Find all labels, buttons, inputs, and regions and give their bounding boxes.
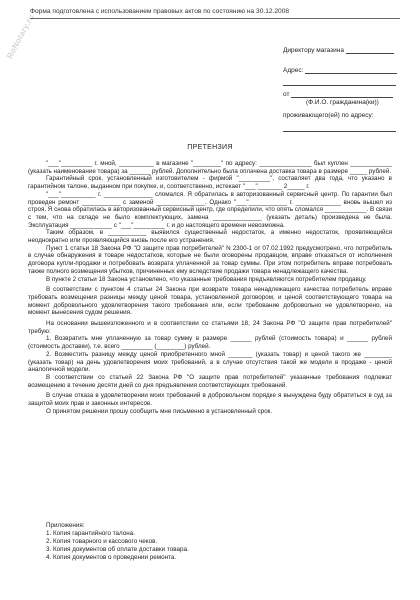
residence-line: проживающего(ей) по адресу: [283,112,374,119]
paragraph: Гарантийный срок, установленный изготовителем - фирмой "_________", составляет два года, что указано в гарантийном талоне, выданном при покупке, и, соответственно, истекает "___"_______ 2_____ г. [28,175,392,191]
paragraph: На основании вышеизложенного и в соответствии со статьями 18, 24 Закона РФ "О защите прав потребителей" требую: [28,320,392,335]
paragraph: О принятом решении прошу сообщить мне письменно в установленный срок. [46,407,273,415]
address-line-2 [283,78,396,86]
attachments-heading: Приложения: [46,522,85,529]
attachment-item: 1. Копия гарантийного талона. [46,530,135,537]
paragraph: В соответствии со статьей 22 Закона РФ "О защите прав потребителей" указанные требования подлежат возмещению в течение десяти дней со дня предъявления соответствующих требований. [28,373,392,389]
claim-body [28,160,392,416]
document-title: ПРЕТЕНЗИЯ [187,144,233,151]
watermark: RoNotary.ru [5,12,36,61]
header-divider [30,18,400,19]
attachment-item: 3. Копия документов об оплате доставки товара. [46,546,189,553]
demand-item: 2. Возместить разницу между ценой приобретенного мной _______ (указать товар) и ценой такого же ________ (указать товар) на день удовлетворения моих требований, а в случае отсутствия такой же модели в продаже - ценой аналогичной модели. [28,350,392,374]
paragraph: В случае отказа в удовлетворении моих требований в добровольном порядке я вынуждена буду обратиться в суд за защитой моих прав и законных интересов. [28,392,392,408]
paragraph: Пункт 1 статьи 18 Закона РФ "О защите прав потребителей" N 2300-1 от 07.02.1992 предусмотрено, что потребитель в случае обнаружения в товаре недостатков, которые не были оговорены продавцом, вправе отказаться от исполнения договора купли-продажи и потребовать возврата уплаченной за товар суммы. При этом потребитель вправе потребовать также полного возмещения убытков, причиненных ему вследствие продажи товара ненадлежащего качества. [28,244,392,275]
from-line: от [283,90,393,98]
paragraph: В пункте 2 статьи 18 Закона установлено, что указанные требования предъявляются потребителем продавцу. [46,275,367,283]
attachment-item: 4. Копия документов о проведении ремонта. [46,554,177,561]
form-note: Форма подготовлена с использованием правовых актов по состоянию на 30.12.2008 [30,8,290,15]
paragraph: "___"_________ г. мной, __________ в магазине "________" по адресу: _______________ был куплен ____________ (указать наименование товара) за ______ рублей. Дополнительно была оплачена доставка товара в размере _____ рублей. [28,160,392,175]
attachments [46,522,189,562]
addressee-to: Директору магазина [283,46,394,54]
residence-line-2 [283,124,396,132]
paragraph: В соответствии с пунктом 4 статьи 24 Закона при возврате товара ненадлежащего качества потребитель вправе требовать возмещения разницы между ценой товара, установленной договором, и ценой соответствующего товара на момент добровольного удовлетворения такого требования или, если требование добровольно не удовлетворено, на момент вынесения судом решения. [28,286,392,317]
demand-item: 1. Возвратить мне уплаченную за товар сумму в размере ______ рублей (стоимость товара) и ______ рублей (стоимость доставки), т.е. всего _________ (________) рублей. [28,335,392,351]
attachment-item: 2. Копия товарного и кассового чеков. [46,538,158,545]
paragraph: Таким образом, в ___________ выявился существенный недостаток, а именно недостаток, проявляющийся неоднократно или проявляющийся вновь после его устранения. [28,229,392,245]
paragraph: "___"__________ г. ______________ сломался. Я обратилась в авторизованный сервисный центр. По гарантии был проведен ремонт ___________ с заменой ______________. Однако "___"___________ г. _____________ вновь вышел из строя. Я снова обратилась в авторизованный сервисный центр, где определили, что опять сломался ____________. В связи с тем, что на складе не было комплектующих, замена ______________ (указать деталь) произведена не была. Эксплуатация ____________ с "___"_________ г. и до настоящего времени невозможна. [28,190,392,229]
fio-hint: (Ф.И.О. гражданина(ки)) [306,99,379,106]
address-line: Адрес: [283,66,397,74]
